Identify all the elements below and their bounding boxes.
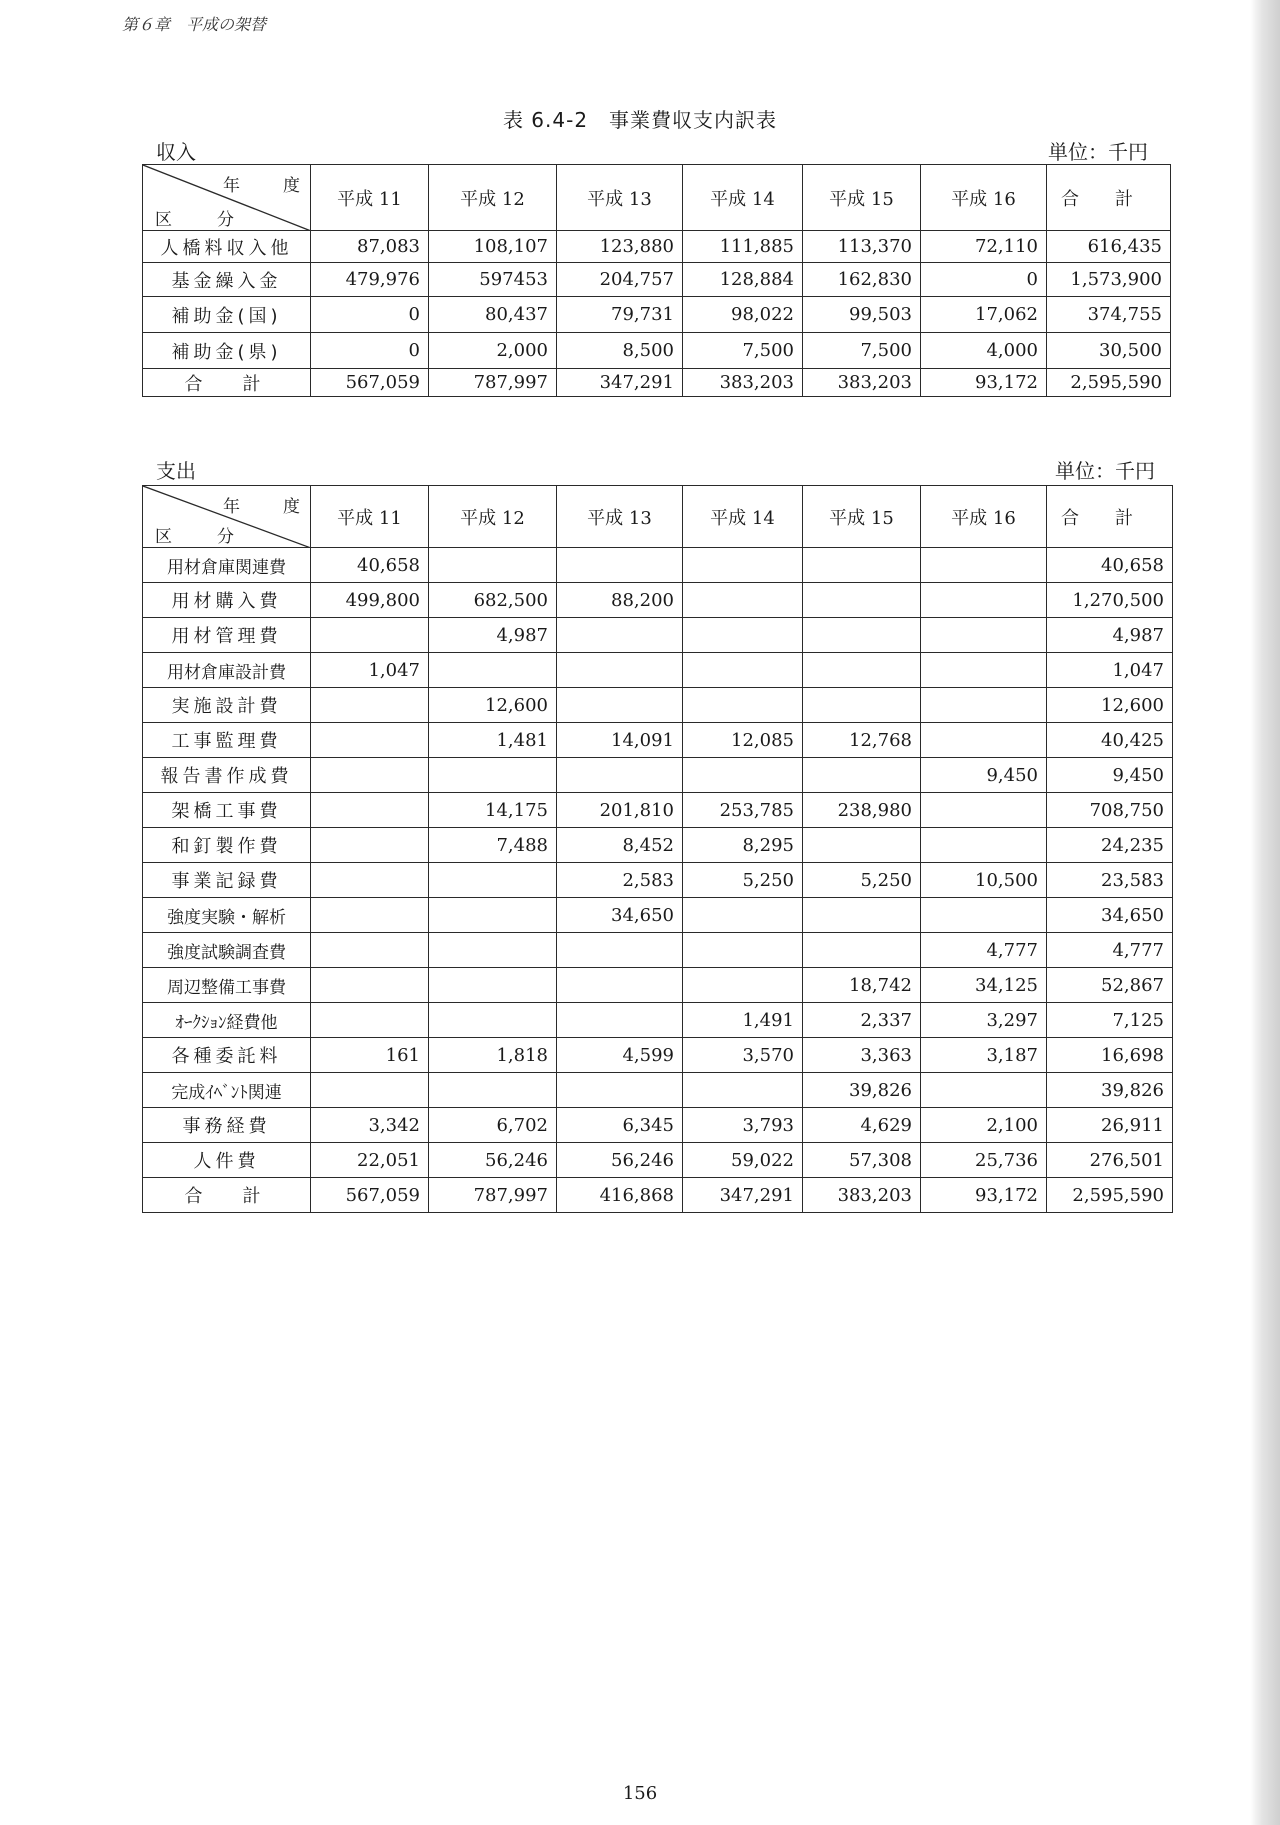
value-cell: 1,491	[683, 1003, 803, 1038]
expense-table	[142, 485, 1173, 1213]
value-cell	[311, 618, 429, 653]
corner-label-ku: 区	[155, 210, 172, 230]
row-total-cell: 4,987	[1047, 618, 1173, 653]
value-cell: 161	[311, 1038, 429, 1073]
value-cell	[803, 828, 921, 863]
row-category-label: 実施設計費	[143, 688, 311, 723]
row-total-cell: 40,658	[1047, 548, 1173, 583]
income-section-label: 収入	[156, 140, 196, 164]
total-row	[143, 369, 1171, 397]
value-cell: 0	[311, 297, 429, 333]
value-cell: 93,172	[921, 369, 1047, 397]
row-total-cell: 276,501	[1047, 1143, 1173, 1178]
table-row	[143, 828, 1173, 863]
row-category-label: 人橋料収入他	[143, 231, 311, 263]
row-category-label: ｵｰｸｼｮﾝ経費他	[143, 1003, 311, 1038]
value-cell: 111,885	[683, 231, 803, 263]
corner-label-do: 度	[283, 176, 300, 196]
value-cell	[557, 968, 683, 1003]
value-cell: 98,022	[683, 297, 803, 333]
value-cell	[921, 828, 1047, 863]
page-edge-shadow	[1250, 0, 1280, 1825]
value-cell	[557, 618, 683, 653]
value-cell: 162,830	[803, 263, 921, 297]
row-category-label: 強度実験・解析	[143, 898, 311, 933]
column-header: 平成 11	[311, 165, 429, 231]
value-cell	[803, 688, 921, 723]
table-row	[143, 333, 1171, 369]
value-cell	[311, 828, 429, 863]
value-cell: 18,742	[803, 968, 921, 1003]
row-category-label: 人件費	[143, 1143, 311, 1178]
value-cell: 1,818	[429, 1038, 557, 1073]
value-cell	[683, 968, 803, 1003]
row-category-label: 各種委託料	[143, 1038, 311, 1073]
row-total-cell: 2,595,590	[1047, 1178, 1173, 1213]
value-cell: 3,793	[683, 1108, 803, 1143]
value-cell	[557, 653, 683, 688]
row-total-cell: 30,500	[1047, 333, 1171, 369]
income-unit-label: 単位：千円	[1048, 140, 1148, 164]
value-cell: 567,059	[311, 1178, 429, 1213]
value-cell	[429, 933, 557, 968]
value-cell: 1,481	[429, 723, 557, 758]
value-cell: 204,757	[557, 263, 683, 297]
row-category-label: 用材倉庫関連費	[143, 548, 311, 583]
value-cell: 2,000	[429, 333, 557, 369]
value-cell: 25,736	[921, 1143, 1047, 1178]
row-total-cell: 23,583	[1047, 863, 1173, 898]
value-cell: 9,450	[921, 758, 1047, 793]
value-cell	[311, 968, 429, 1003]
column-header: 平成 16	[921, 486, 1047, 548]
value-cell	[311, 933, 429, 968]
value-cell: 72,110	[921, 231, 1047, 263]
row-total-cell: 40,425	[1047, 723, 1173, 758]
value-cell: 79,731	[557, 297, 683, 333]
column-header: 平成 13	[557, 486, 683, 548]
value-cell: 5,250	[683, 863, 803, 898]
value-cell: 14,175	[429, 793, 557, 828]
value-cell	[311, 1003, 429, 1038]
table-row	[143, 688, 1173, 723]
value-cell	[557, 548, 683, 583]
expense-corner-cell	[143, 486, 311, 548]
value-cell	[683, 618, 803, 653]
row-total-cell: 2,595,590	[1047, 369, 1171, 397]
value-cell	[921, 898, 1047, 933]
value-cell: 787,997	[429, 369, 557, 397]
column-header: 平成 16	[921, 165, 1047, 231]
table-row	[143, 863, 1173, 898]
column-header: 平成 12	[429, 165, 557, 231]
row-total-cell: 616,435	[1047, 231, 1171, 263]
corner-label-do: 度	[283, 497, 300, 517]
value-cell: 108,107	[429, 231, 557, 263]
value-cell: 8,295	[683, 828, 803, 863]
value-cell	[921, 618, 1047, 653]
value-cell	[311, 758, 429, 793]
table-row	[143, 1143, 1173, 1178]
row-category-label: 補助金(県)	[143, 333, 311, 369]
value-cell: 4,000	[921, 333, 1047, 369]
value-cell	[429, 1073, 557, 1108]
value-cell: 0	[921, 263, 1047, 297]
row-category-label: 完成ｲﾍﾞﾝﾄ関連	[143, 1073, 311, 1108]
column-header: 平成 15	[803, 165, 921, 231]
value-cell: 80,437	[429, 297, 557, 333]
value-cell: 787,997	[429, 1178, 557, 1213]
value-cell	[803, 758, 921, 793]
value-cell	[803, 898, 921, 933]
table-row	[143, 793, 1173, 828]
table-row	[143, 1108, 1173, 1143]
value-cell: 57,308	[803, 1143, 921, 1178]
value-cell: 567,059	[311, 369, 429, 397]
value-cell: 7,488	[429, 828, 557, 863]
value-cell: 201,810	[557, 793, 683, 828]
value-cell	[683, 1073, 803, 1108]
value-cell: 59,022	[683, 1143, 803, 1178]
value-cell: 3,363	[803, 1038, 921, 1073]
value-cell: 17,062	[921, 297, 1047, 333]
value-cell: 2,583	[557, 863, 683, 898]
value-cell: 4,599	[557, 1038, 683, 1073]
column-header: 平成 14	[683, 486, 803, 548]
value-cell: 4,987	[429, 618, 557, 653]
table-row	[143, 898, 1173, 933]
column-header: 平成 12	[429, 486, 557, 548]
income-corner-cell	[143, 165, 311, 231]
value-cell: 39,826	[803, 1073, 921, 1108]
value-cell	[429, 898, 557, 933]
value-cell: 2,100	[921, 1108, 1047, 1143]
value-cell	[803, 618, 921, 653]
value-cell: 6,702	[429, 1108, 557, 1143]
value-cell	[683, 758, 803, 793]
table-row	[143, 1073, 1173, 1108]
value-cell	[683, 548, 803, 583]
value-cell: 56,246	[429, 1143, 557, 1178]
expense-section-label: 支出	[156, 459, 196, 483]
table-row	[143, 263, 1171, 297]
value-cell	[921, 793, 1047, 828]
row-category-label: 事務経費	[143, 1108, 311, 1143]
corner-label-bun: 分	[217, 527, 234, 547]
income-table	[142, 164, 1171, 397]
row-category-label: 補助金(国)	[143, 297, 311, 333]
value-cell	[803, 653, 921, 688]
value-cell: 113,370	[803, 231, 921, 263]
value-cell	[429, 548, 557, 583]
value-cell	[803, 933, 921, 968]
value-cell: 40,658	[311, 548, 429, 583]
value-cell: 6,345	[557, 1108, 683, 1143]
value-cell	[429, 653, 557, 688]
table-row	[143, 1003, 1173, 1038]
value-cell	[683, 933, 803, 968]
value-cell: 12,600	[429, 688, 557, 723]
value-cell: 14,091	[557, 723, 683, 758]
value-cell	[921, 653, 1047, 688]
value-cell: 128,884	[683, 263, 803, 297]
value-cell	[803, 548, 921, 583]
corner-label-nen: 年	[223, 176, 240, 196]
row-total-cell: 4,777	[1047, 933, 1173, 968]
value-cell: 1,047	[311, 653, 429, 688]
value-cell: 99,503	[803, 297, 921, 333]
value-cell: 253,785	[683, 793, 803, 828]
row-category-label: 架橋工事費	[143, 793, 311, 828]
column-header: 平成 11	[311, 486, 429, 548]
value-cell: 3,342	[311, 1108, 429, 1143]
value-cell: 34,125	[921, 968, 1047, 1003]
page-number: 156	[622, 1783, 658, 1804]
table-row	[143, 583, 1173, 618]
value-cell	[429, 968, 557, 1003]
row-total-cell: 1,573,900	[1047, 263, 1171, 297]
table-row	[143, 758, 1173, 793]
expense-header-row	[143, 486, 1173, 548]
value-cell: 347,291	[557, 369, 683, 397]
chapter-header: 第６章 平成の架替	[122, 15, 267, 34]
table-row	[143, 231, 1171, 263]
value-cell	[921, 1073, 1047, 1108]
value-cell	[429, 1003, 557, 1038]
value-cell: 479,976	[311, 263, 429, 297]
value-cell	[557, 933, 683, 968]
value-cell	[921, 688, 1047, 723]
value-cell	[803, 583, 921, 618]
value-cell	[311, 793, 429, 828]
value-cell	[311, 688, 429, 723]
row-category-label: 用材倉庫設計費	[143, 653, 311, 688]
value-cell: 5,250	[803, 863, 921, 898]
row-total-cell: 708,750	[1047, 793, 1173, 828]
row-total-cell: 52,867	[1047, 968, 1173, 1003]
value-cell	[429, 758, 557, 793]
value-cell: 56,246	[557, 1143, 683, 1178]
value-cell	[311, 1073, 429, 1108]
value-cell: 4,629	[803, 1108, 921, 1143]
value-cell: 383,203	[803, 369, 921, 397]
value-cell: 682,500	[429, 583, 557, 618]
corner-label-bun: 分	[217, 210, 234, 230]
column-header: 平成 15	[803, 486, 921, 548]
row-total-cell: 39,826	[1047, 1073, 1173, 1108]
value-cell: 8,500	[557, 333, 683, 369]
value-cell: 347,291	[683, 1178, 803, 1213]
value-cell: 10,500	[921, 863, 1047, 898]
value-cell	[683, 688, 803, 723]
row-total-cell: 34,650	[1047, 898, 1173, 933]
value-cell: 383,203	[683, 369, 803, 397]
value-cell: 123,880	[557, 231, 683, 263]
table-row	[143, 723, 1173, 758]
row-total-cell: 12,600	[1047, 688, 1173, 723]
value-cell	[311, 723, 429, 758]
value-cell: 22,051	[311, 1143, 429, 1178]
value-cell: 238,980	[803, 793, 921, 828]
value-cell: 4,777	[921, 933, 1047, 968]
value-cell: 383,203	[803, 1178, 921, 1213]
value-cell	[557, 758, 683, 793]
value-cell: 3,187	[921, 1038, 1047, 1073]
value-cell	[557, 1003, 683, 1038]
row-total-cell: 16,698	[1047, 1038, 1173, 1073]
table-row	[143, 968, 1173, 1003]
row-total-cell: 24,235	[1047, 828, 1173, 863]
value-cell: 7,500	[683, 333, 803, 369]
value-cell: 499,800	[311, 583, 429, 618]
value-cell: 12,085	[683, 723, 803, 758]
value-cell: 93,172	[921, 1178, 1047, 1213]
row-category-label: 合計	[143, 1178, 311, 1213]
row-total-cell: 1,047	[1047, 653, 1173, 688]
value-cell: 597453	[429, 263, 557, 297]
row-category-label: 事業記録費	[143, 863, 311, 898]
table-title: 表 6.4-2 事業費収支内訳表	[502, 108, 778, 132]
value-cell	[683, 898, 803, 933]
row-category-label: 強度試験調査費	[143, 933, 311, 968]
value-cell: 7,500	[803, 333, 921, 369]
row-total-cell: 1,270,500	[1047, 583, 1173, 618]
table-row	[143, 1038, 1173, 1073]
corner-label-nen: 年	[223, 497, 240, 517]
value-cell: 12,768	[803, 723, 921, 758]
corner-label-ku: 区	[155, 527, 172, 547]
column-header: 平成 13	[557, 165, 683, 231]
value-cell	[683, 653, 803, 688]
total-row	[143, 1178, 1173, 1213]
value-cell	[311, 898, 429, 933]
column-header-total: 合 計	[1047, 486, 1173, 548]
value-cell	[557, 688, 683, 723]
row-category-label: 報告書作成費	[143, 758, 311, 793]
row-total-cell: 9,450	[1047, 758, 1173, 793]
expense-unit-label: 単位：千円	[1055, 459, 1155, 483]
row-category-label: 用材購入費	[143, 583, 311, 618]
row-category-label: 和釘製作費	[143, 828, 311, 863]
row-total-cell: 7,125	[1047, 1003, 1173, 1038]
value-cell	[921, 548, 1047, 583]
value-cell: 3,570	[683, 1038, 803, 1073]
value-cell: 88,200	[557, 583, 683, 618]
value-cell: 87,083	[311, 231, 429, 263]
value-cell	[921, 723, 1047, 758]
column-header-total: 合 計	[1047, 165, 1171, 231]
table-row	[143, 933, 1173, 968]
table-row	[143, 297, 1171, 333]
row-category-label: 用材管理費	[143, 618, 311, 653]
value-cell	[921, 583, 1047, 618]
table-row	[143, 618, 1173, 653]
income-header-row	[143, 165, 1171, 231]
row-category-label: 合計	[143, 369, 311, 397]
value-cell: 2,337	[803, 1003, 921, 1038]
row-category-label: 周辺整備工事費	[143, 968, 311, 1003]
value-cell: 0	[311, 333, 429, 369]
row-total-cell: 26,911	[1047, 1108, 1173, 1143]
value-cell	[311, 863, 429, 898]
value-cell	[429, 863, 557, 898]
row-total-cell: 374,755	[1047, 297, 1171, 333]
row-category-label: 基金繰入金	[143, 263, 311, 297]
value-cell: 416,868	[557, 1178, 683, 1213]
value-cell	[557, 1073, 683, 1108]
row-category-label: 工事監理費	[143, 723, 311, 758]
table-row	[143, 548, 1173, 583]
column-header: 平成 14	[683, 165, 803, 231]
value-cell	[683, 583, 803, 618]
value-cell: 8,452	[557, 828, 683, 863]
value-cell: 34,650	[557, 898, 683, 933]
value-cell: 3,297	[921, 1003, 1047, 1038]
table-row	[143, 653, 1173, 688]
